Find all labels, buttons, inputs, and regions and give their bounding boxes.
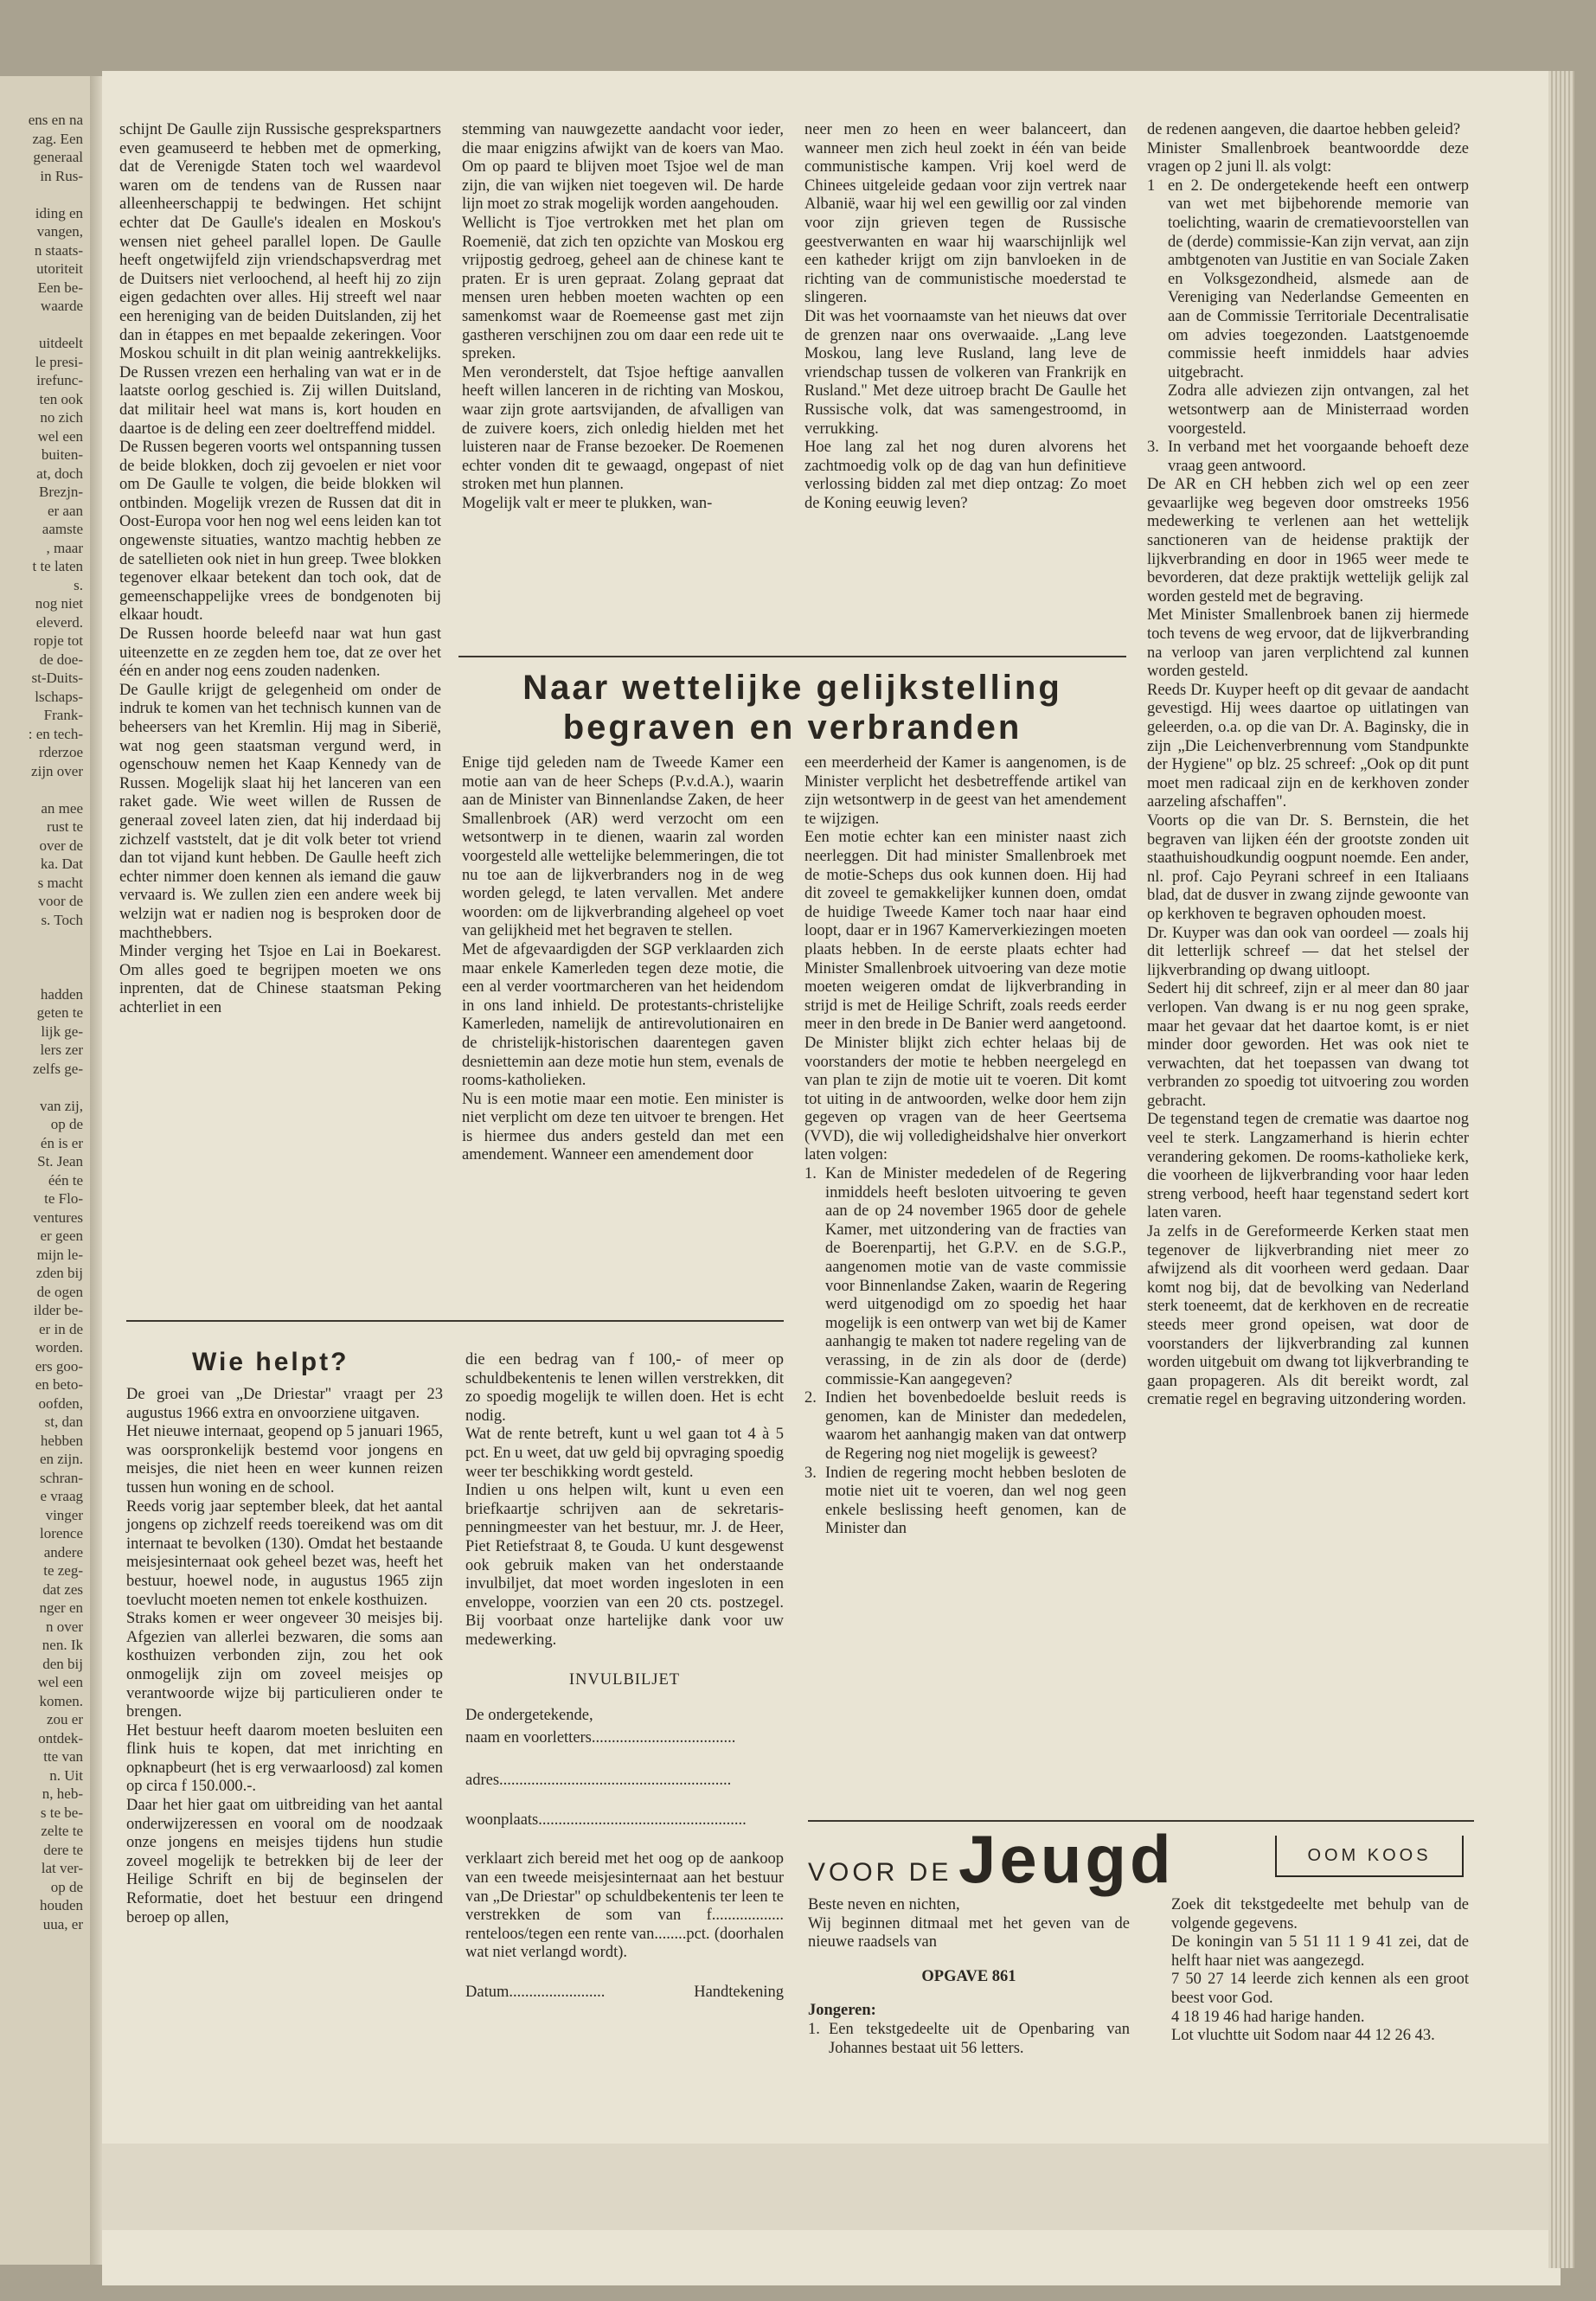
jeugd-title: Jeugd xyxy=(958,1821,1175,1897)
left-page-fragments: ens en na zag. Een generaal in Rus- iding en vangen, n staats- utoriteit Een be- waarde uitdeelt le presi- irefunc- ten ook no zich wel een buiten- at, doch Brezjn- er aan aamste , maar t te laten s. nog niet eleverd. ropje tot de doe- st-Duits- lschaps- Frank- : en tech- rderzoe zijn over an mee rust te over de ka. Dat s macht voor de s. Toch hadden geten te lijk ge- lers zer zelfs ge- van zij, op de én is er St. Jean één te te Flo- ventures er geen mijn le- zden bij de ogen ilder be- er in de worden. ers goo- en beto- oofden, st, dan hebben en zijn. schran- e vraag vinger lorence andere te zeg- dat zes nger en n over nen. Ik den bij wel een komen. zou er ontdek- tte van n. Uit n, heb- s te be- zelte te dere te lat ver- op de houden uua, er xyxy=(28,112,83,1932)
jeugd-clues: Zoek dit tekstgedeelte met behulp van de volgende gegevens. De koningin van 5 51 11 1 9 41 zei, dat de helft haar niet was aangezegd. 7 50 27 14 leerde zich kennen als een groot beest voor God. 4 18 19 46 had harige handen. Lot vluchtte uit Sodom naar 44 12 26 43. xyxy=(1171,1896,1469,2045)
lijk-text-a: Enige tijd geleden nam de Tweede Kamer een motie aan van de heer Scheps (P.v.d.A.), waarin aan de Minister van Binnenlandse Zaken, de heer Smallenbroek (AR) werd verzocht om een wetsontwerp in te dienen, waarin zal worden voorgesteld alle wettelijke belemmeringen, die tot nu toe aan de lijkverbranders nog in de weg worden gelegd, te laten vervallen. Met andere woorden: om de lijkverbranding algeheel op voet van gelijkheid met het begraven te stellen. Met de afgevaardigden der SGP verklaarden zich maar enkele Kamerleden tegen deze motie, die een al verder voortmarcheren van het heidendom in ons land inhield. De protestants-christelijke Kamerleden, namelijk de antirevolutionairen en de christelijk-historischen daarentegen gaven desniettemin aan deze motie hun stem, evenals de rooms-katholieken. Nu is een motie maar een motie. Een minister is niet verplicht om deze ten uitvoer te brengen. Het is hiermee dus anders gesteld dan met een amendement. Wanneer een amendement door xyxy=(462,754,784,1164)
answer-3: 3. In verband met het voorgaande behoeft deze vraag geen antwoord. xyxy=(1147,439,1469,475)
wie-helpt-text-2: die een bedrag van f 100,- of meer op schuldbekentenis te lenen willen verstrekken, dit zo spoedig mogelijk te willen doen. Het is echt nodig. Wat de rente betreft, kunt u wel gaan tot 4 à 5 pct. En u weet, dat uw geld bij opvraging spoedig weer ter beschikking wordt gesteld. Indien u ons helpen wilt, kunt u even een briefkaartje schrijven aan de sekretaris-penningmeester van het bestuur, mr. J. de Heer, Piet Retiefstraat 8, te Gouda. U kunt desgewenst ook gebruik maken van het onderstaande invulbiljet, dat moet worden ingesloten in een enveloppe, voorzien van een 20 cts. postzegel. Bij voorbaat onze hartelijke dank voor uw medewerking. xyxy=(465,1351,784,1649)
form-line-1: De ondergetekende, xyxy=(465,1707,593,1725)
opgave-number: OPGAVE 861 xyxy=(921,1967,1016,1985)
form-paragraph: verklaart zich bereid met het oog op de aankoop van een tweede meisjesinternaat aan het bestuur van „De Driestar" op schuldbekentenis ter leen te verstrekken de som van f.................. renteloos/tegen een rente van........pct. (doorhalen wat niet verlangd wordt). xyxy=(465,1850,784,1962)
jeugd-list xyxy=(808,2021,1130,2058)
lijk-headline-1: Naar wettelijke gelijkstelling xyxy=(522,669,1062,707)
question-1: 1. Kan de Minister mededelen of de Regering inmiddels heeft besloten uitvoering te geven aan de op 24 november 1965 door de gehele Kamer, met uitzondering van de fracties van de Boerenpartij, het G.P.V. en de S.G.P., aangenomen motie van de vaste commissie voor Binnenlandse Zaken, waarin de Regering werd uitgenodigd om zo spoedig het haar mogelijk is een ontwerp van wet bij de Kamer aanhangig te maken tot nadere regeling van de verassing, in de zin als door de (derde) commissie-Kan aangegeven? xyxy=(804,1165,1126,1388)
wie-helpt-column-1 xyxy=(126,1386,443,1927)
form-line-woonplaats: woonplaats.................................................... xyxy=(465,1811,747,1829)
lijk-headline-2: begraven en verbranden xyxy=(562,708,1022,747)
gaulle-text-1: schijnt De Gaulle zijn Russische gesprekspartners even geamuseerd te hebben met de opmerking, dat de Verenigde Staten toch wel waardevol waren om de tendens van de Russen naar alleenheerschappij te bedwingen. Het schijnt echter dat De Gaulle's idealen en Moskou's wensen niet geheel parallel lopen. De Gaulle heeft ongetwijfeld zijn vriendschapsverdrag met de Duitsers niet verloochend, al heeft hij zo zijn eigen gedachten over alles. Hij streeft wel naar een hereniging van de beiden Duitslanden, zij het dan in étappes en met bepaalde zekeringen. Voor Moskou schuilt in dit plan weinig aantrekkelijks. De Russen vrezen een herhaling van wat er in de laatste oorlog geschied is. Zij willen Duitsland, dat militair heel wat mans is, kort houden en daartoe is de deling een zeer doeltreffend middel. De Russen begeren voorts wel ontspanning tussen de beide blokken, doch zij gevoelen er niet voor om De Gaulle te volgen, die beide blokken wil ontbinden. Mogelijk vrezen de Russen dat dit in Oost-Europa voor hen nog wel eens leiden kan tot ongewenste situaties, wantzo machtig hebben ze de satellieten ook niet in hun greep. Twee blokken tegenover elkaar betekent dan toch ook, dat de gemeenschappelijke vrees de bondgenoten bij elkaar houdt. De Russen hoorde beleefd naar wat hun gast uiteenzette en ze zegden hem toe, dat ze over het één en ander nog eens zouden nadenken. De Gaulle krijgt de gelegenheid om onder de indruk te komen van het technisch kunnen van de beheersers van het Kremlin. Hij mag in Siberië, wat nog geen staatsman vergund werd, in ogenschouw nemen het Kaap Kennedy van de Russen. Mogelijk slaat hij het lanceren van een raket gade. Wie weet willen de Russen de generaal zoveel laten zien, dat hij inderdaad bij zichzelf vaststelt, dat je dit volk beter tot vriend dan tot vijand kunt hebben. De Gaulle heeft zich echter nimmer doen kennen als iemand die gauw vervaard is. We zullen zien een andere week bij welzijn wat er nadien nog is besproken door de machthebbers. Minder verging het Tsjoe en Lai in Boekarest. Om alles goed te begrijpen moeten we ons inprenten, dat de Chinese staatsman Peking achterliet in een xyxy=(119,121,441,1016)
gaulle-text-2: stemming van nauwgezette aandacht voor ieder, die maar enigzins afwijkt van de koers van Mao. Om op paard te blijven moet Tsjoe wel de man zijn, die van wijken niet toegeven wil. De harde lijn moet zo strak mogelijk worden aangehouden. Wellicht is Tjoe vertrokken met het plan om Roemenië, dat zich ten opzichte van Moskou erg vrijpostig gedroeg, geheel aan de chinese kant te praten. Er is uren gepraat. Zolang gepraat dat mensen uren hebben moeten wachten op een samenkomst waar de Roemeense gast met zijn gastheren verschijnen zou om daar een rede uit te spreken. Men veronderstelt, dat Tsjoe heftige aanvallen heeft willen lanceren in de richting van Moskou, waar zijn grote aartsvijanden, de afvalligen van de zuivere koers, zich onledig hielden met het luisteren naar de Franse bezoeker. De Roemenen echter vonden dit te gewaagd, ongepast of niet stroken met hun plannen. Mogelijk valt er meer te plukken, wan- xyxy=(462,121,784,512)
question-3: 3. Indien de regering mocht hebben besloten de motie niet uit te voeren, dan wel nog geen enkele beslissing heeft genomen, kan de Minister dan xyxy=(804,1464,1126,1538)
lijk-column-c xyxy=(1147,121,1469,1410)
gaulle-text-3: neer men zo heen en weer balanceert, dan wanneer men zich heul zoekt in één van beide communistische kampen. Vrij koel werd de Chinees uitgeleide gedaan voor zijn vertrek naar Albanië, waar hij wel een gewillig oor zal vinden voor zijn grieven tegen de Russische geestverwanten en waar hij waarschijnlijk wel een katheder krijgt om zijn banvloeken in de richting van de communistische moederstad te slingeren. Dit was het voornaamste van het nieuws dat over de grenzen naar ons overwaaide. „Lang leve Moskou, lang leve Rusland, lang leve de vriendschap tussen de volkeren van Frankrijk en Rusland." Met deze uitroep bracht De Gaulle het Russische volk, dat was samengestroomd, in verrukking. Hoe lang zal het nog duren alvorens het zachtmoedig volk op de dag van hun definitieve verlossing bidden zal met diep ontzag: Zo moet de Koning eeuwig leven? xyxy=(804,121,1126,512)
form-line-name: naam en voorletters.................................... xyxy=(465,1728,736,1747)
answer-1-2: 1 en 2. De ondergetekende heeft een ontwerp van wet met bijbehorende memorie van toelichting, waarin de crematievoorstellen van de (derde) commissie-Kan zijn vervat, aan zijn ambtgenoten van Justitie en van Sociale Zaken en Volksgezondheid, alsmede aan de Vereniging van Nederlandse Gemeenten en aan de Commissie Territoriale Decentralisatie om advies toegezonden. Laatstgenoemde commissie heeft inmiddels haar advies uitgebracht. Zodra alle adviezen zijn ontvangen, zal het wetsontwerp aan de Ministerraad worden voorgesteld. xyxy=(1147,176,1469,438)
jeugd-item-1: 1. Een tekstgedeelte uit de Openbaring van Johannes bestaat uit 56 letters. xyxy=(808,2020,1130,2057)
lijk-column-b xyxy=(804,754,1126,1539)
lijk-text-b: een meerderheid der Kamer is aangenomen, is de Minister verplicht het desbetreffende artikel van zijn wetsontwerp in de geest van het amendement te wijzigen. Een motie echter kan een minister naast zich neerleggen. Dit had minister Smallenbroek met de motie-Scheps dus ook kunnen doen. Hij had dit zoveel te gemakkelijker kunnen doen, omdat de huidige Tweede Kamer toch naar haar eind loopt, daar er in 1967 Kamerverkiezingen moeten plaats hebben. In de eerste plaats echter had Minister Smallenbroek uitvoering van deze motie moeten weigeren omdat de lijkverbranding in strijd is met de Heilige Schrift, zoals reeds eerder meer in den brede in De Banier werd aangetoond. De Minister blijkt zich echter helaas bij de voorstanders der motie te hebben neergelegd en van plan te zijn de motie uit te voeren. Dit komt tot uiting in de antwoorden, welke door hem zijn gegeven op vragen van de heer Geertsema (VVD), die wij volledigheidshalve hier onverkort laten volgen: xyxy=(804,754,1126,1164)
gaulle-column-2 xyxy=(462,121,784,513)
page-stack-edge xyxy=(1548,71,1574,2268)
form-signature-row xyxy=(465,1984,784,2003)
wie-helpt-title: Wie helpt? xyxy=(192,1348,349,1376)
page-bottom xyxy=(102,2144,1548,2230)
gaulle-column-1 xyxy=(119,121,441,1018)
jeugd-column-1 xyxy=(808,1896,1130,2058)
form-line-adres: adres.......................................................... xyxy=(465,1772,732,1790)
lijk-text-c-rest: De AR en CH hebben zich wel op een zeer gevaarlijke weg begeven door omstreeks 1956 medewerking te verlenen aan het wettelijk sanctioneren van de heidense praktijk der lijkverbranding en door in 1965 weer mede te bevorderen, dat deze praktijk wettelijk gelijk zal worden gesteld met de begraving. Met Minister Smallenbroek banen zij hiermede toch tevens de weg ervoor, dat de lijkverbranding na verloop van jaren verplichtend zal kunnen worden gesteld. Reeds Dr. Kuyper heeft op dit gevaar de aandacht gevestigd. Hij wees daartoe op uitlatingen van geleerden, o.a. op die van Dr. A. Baginsky, die in zijn „Die Leichenverbrennung vom Standpunkte der Hygiene" op blz. 25 schreef: „Ook op dit punt moet men radicaal zijn en de kerkhoven zonder aarzeling afschaffen". Voorts op die van Dr. S. Bernstein, die het begraven van lijken één der grootste zonden uit staathuishoudkundig oogpunt noemde. Een ander, nl. prof. Cajo Peyrani schreef in een Italiaans blad, dat de dusver in zwang zijnde gewoonte van op kerkhoven te begraven ophouden moest. Dr. Kuyper was dan ook van oordeel — zoals hij dit letterlijk schreef — dat het stelsel der lijkverbranding op dwang uitloopt. Sedert hij dit schreef, zijn er al meer dan 80 jaar verlopen. Van dwang is er nu nog geen sprake, maar het gevaar dat het daartoe komt, is er niet minder door geworden. Het was ook niet te verwachten, dat het toepassen van dwang tot verbranden zo spoedig tot uitvoering zou worden gebracht. De tegenstand tegen de crematie was daartoe nog veel te sterk. Langzamerhand is hierin echter verandering gekomen. De rooms-katholieke kerk, die voorheen de lijkverbranding voor haar leden streng verbood, heeft haar tegenstand sedert kort laten varen. Ja zelfs in de Gereformeerde Kerken staat men tegenover de lijkverbranding niet meer zo afwijzend als dit voorheen werd gedaan. Daar komt nog bij, dat de bevolking van Nederland sterk toeneemt, dat de kerkhoven en de recreatie steeds meer grond opeisen, wat door de voorstanders der lijkverbranding zal kunnen worden uitgebuit om dwang tot lijkverbranding te gaan propageren. Als dit bereikt wordt, zal crematie regel en begraving uitzondering worden. xyxy=(1147,476,1469,1409)
jongeren-label: Jongeren: xyxy=(808,2002,876,2020)
gaulle-column-3 xyxy=(804,121,1126,513)
headline-rule xyxy=(458,656,1126,657)
wie-helpt-column-2 xyxy=(465,1351,784,2003)
wie-helpt-rule xyxy=(126,1320,784,1322)
invulbiljet-title: INVULBILJET xyxy=(568,1670,681,1689)
jeugd-voor-de: VOOR DE xyxy=(808,1858,952,1887)
minister-answers xyxy=(1147,177,1469,477)
form-handtekening: Handtekening xyxy=(694,1984,784,2002)
oom-koos-label: OOM KOOS xyxy=(1275,1836,1464,1877)
question-2: 2. Indien het bovenbedoelde besluit reeds is genomen, kan de Minister dan mededelen, waarom het aanhangig maken van dat ontwerp de Regering nog niet mogelijk is geweest? xyxy=(804,1389,1126,1463)
jeugd-column-2 xyxy=(1171,1896,1469,2046)
lijk-question-list xyxy=(804,1165,1126,1539)
form-datum: Datum........................ xyxy=(465,1984,606,2002)
lijk-text-c-top: de redenen aangeven, die daartoe hebben geleid? Minister Smallenbroek beantwoordde deze vragen op 2 juni ll. als volgt: xyxy=(1147,121,1469,176)
jeugd-intro: Beste neven en nichten, Wij beginnen ditmaal met het geven van de nieuwe raadsels van xyxy=(808,1896,1130,1952)
lijk-column-a xyxy=(462,754,784,1165)
wie-helpt-text-1: De groei van „De Driestar" vraagt per 23 augustus 1966 extra en onvoorziene uitgaven. Het nieuwe internaat, geopend op 5 januari 1965, was oorspronkelijk bestemd voor jongens en meisjes, die niet heen en weer kunnen reizen tussen hun woning en de school. Reeds vorig jaar september bleek, dat het aantal jongens op zichzelf reeds toereikend was om dit internaat te bevolken (130). Omdat het bestaande meisjesinternaat ook geheel bezet was, heeft het bestuur, hoewel node, in augustus 1965 zijn toevlucht moeten nemen tot enkele kosthuizen. Straks komen er weer ongeveer 30 meisjes bij. Afgezien van allerlei bezwaren, die soms aan kosthuizen verbonden zijn, zou het ook onmogelijk zijn om zoveel meisjes op verantwoorde wijze bij particulieren onder te brengen. Het bestuur heeft daarom moeten besluiten een flink huis te kopen, dat met inrichting en opknapbeurt (het is erg verwaarloosd) zal komen op circa f 150.000.-. Daar het hier gaat om uitbreiding van het aantal onderwijzeressen en vooral om de noodzaak onze jongens en meisjes tijdens hun studie zoveel mogelijk te betrekken bij de leer der Heilige Schrift en bij de beginselen der Reformatie, doet het bestuur een dringend beroep op allen, xyxy=(126,1386,443,1926)
